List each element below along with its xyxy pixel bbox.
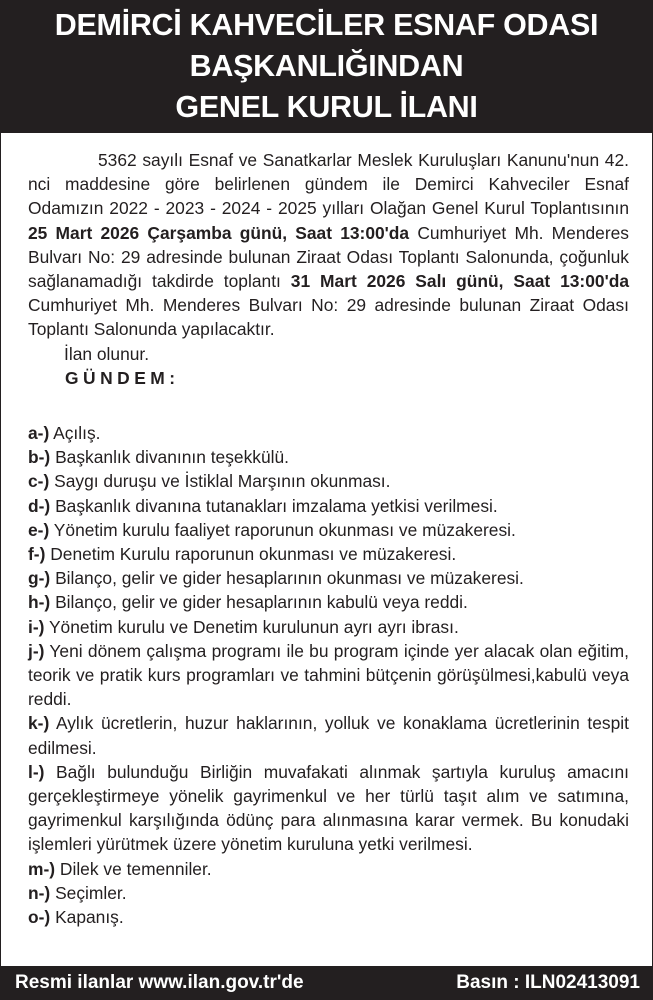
agenda-text: Bilanço, gelir ve gider hesaplarının kabulü veya reddi. xyxy=(55,592,468,613)
agenda-item xyxy=(28,445,629,469)
agenda-item xyxy=(28,615,629,639)
agenda-label: a-) xyxy=(28,423,50,443)
first-meeting-date: 25 Mart 2026 Çarşamba günü, Saat 13:00'da xyxy=(28,222,410,243)
footer-press-code: Basın : ILN02413091 xyxy=(456,972,640,993)
notice-body xyxy=(28,148,629,390)
agenda-item xyxy=(28,494,629,518)
agenda-text: Dilek ve temenniler. xyxy=(59,858,212,879)
agenda-text: Yönetim kurulu ve Denetim kurulunun ayrı ayrı ibrası. xyxy=(48,616,459,637)
agenda-label: k-) xyxy=(28,713,50,734)
agenda-item xyxy=(28,857,629,881)
agenda-text: Bilanço, gelir ve gider hesaplarının okunması ve müzakeresi. xyxy=(55,568,524,589)
intro-paragraph xyxy=(28,148,629,342)
agenda-text: Aylık ücretlerin, huzur haklarının, yolluk ve konaklama ücretlerinin tespit edilmesi. xyxy=(28,713,629,758)
agenda-label: b-) xyxy=(28,447,51,468)
agenda-label: l-) xyxy=(28,761,45,782)
agenda-item xyxy=(28,469,629,493)
agenda-item xyxy=(28,518,629,542)
agenda-text: Başkanlık divanına tutanakları imzalama yetkisi verilmesi. xyxy=(55,495,498,516)
agenda-list xyxy=(28,421,629,929)
agenda-item xyxy=(28,542,629,566)
agenda-text: Bağlı bulunduğu Birliğin muvafakati alınmak şartıyla kuruluş amacını gerçekleştirmeye yönelik gayrimenkul ve her türlü taşıt alım ve satımına, gayrimenkul karşılığında ödünç para alınmasına karar vermek. Bu konudaki işlemleri yürütmek üzere yönetim kuruluna yetki verilmesi. xyxy=(28,761,629,855)
agenda-text: Seçimler. xyxy=(55,882,127,903)
agenda-item xyxy=(28,881,629,905)
intro-text-1: 5362 sayılı Esnaf ve Sanatkarlar Meslek Kuruluşları Kanunu'nun 42. nci maddesine göre belirlenen gündem ile Demirci Kahveciler Esnaf Odamızın 2022 - 2023 - 2024 - 2025 yılları Olağan Genel Kurul Toplantısının xyxy=(28,150,629,219)
agenda-item xyxy=(28,421,629,445)
notice-footer xyxy=(1,966,652,999)
agenda-text: Denetim Kurulu raporunun okunması ve müzakeresi. xyxy=(50,544,457,565)
agenda-label: d-) xyxy=(28,495,51,516)
agenda-text: Açılış. xyxy=(53,423,101,443)
agenda-label: h-) xyxy=(28,592,51,613)
header-line-2: BAŞKANLIĞINDAN xyxy=(189,49,464,83)
agenda-text: Saygı duruşu ve İstiklal Marşının okunması. xyxy=(54,471,391,492)
agenda-title: GÜNDEM: xyxy=(65,367,180,388)
agenda-label: n-) xyxy=(28,882,51,903)
agenda-item xyxy=(28,711,629,759)
agenda-item xyxy=(28,566,629,590)
agenda-label: g-) xyxy=(28,568,51,589)
agenda-label: j-) xyxy=(28,640,45,661)
agenda-text: Kapanış. xyxy=(55,907,124,928)
agenda-item xyxy=(28,639,629,712)
footer-website-text: Resmi ilanlar www.ilan.gov.tr'de xyxy=(15,972,304,993)
agenda-label: e-) xyxy=(28,519,50,540)
agenda-item xyxy=(28,905,629,929)
agenda-item xyxy=(28,760,629,857)
agenda-label: f-) xyxy=(28,544,46,565)
second-meeting-date: 31 Mart 2026 Salı günü, Saat 13:00'da xyxy=(290,271,629,292)
header-line-1: DEMİRCİ KAHVECİLER ESNAF ODASI xyxy=(54,8,599,42)
agenda-text: Yeni dönem çalışma programı ile bu program içinde yer alacak olan eğitim, teorik ve pratik kurs programları ve tahmini bütçenin görüşülmesi,kabulü veya reddi. xyxy=(28,640,629,710)
agenda-text: Başkanlık divanının teşekkülü. xyxy=(55,447,290,468)
ilan-olunur: İlan olunur. xyxy=(64,343,150,364)
agenda-label: o-) xyxy=(28,907,51,928)
intro-text-3: Cumhuriyet Mh. Menderes Bulvarı No: 29 adresinde bulunan Ziraat Odası Toplantı Salonunda yapılacaktır. xyxy=(28,295,629,340)
notice-header xyxy=(1,1,652,133)
intro-text-2: Cumhuriyet Mh. Menderes Bulvarı No: 29 adresinde bulunan Ziraat Odası Toplantı Salonunda, çoğunluk sağlanamadığı takdirde toplantı xyxy=(28,222,629,292)
agenda-label: c-) xyxy=(28,471,50,492)
agenda-text: Yönetim kurulu faaliyet raporunun okunması ve müzakeresi. xyxy=(53,519,516,540)
header-line-3: GENEL KURUL İLANI xyxy=(175,90,478,124)
agenda-label: m-) xyxy=(28,858,56,879)
agenda-label: i-) xyxy=(28,616,45,637)
agenda-item xyxy=(28,590,629,614)
